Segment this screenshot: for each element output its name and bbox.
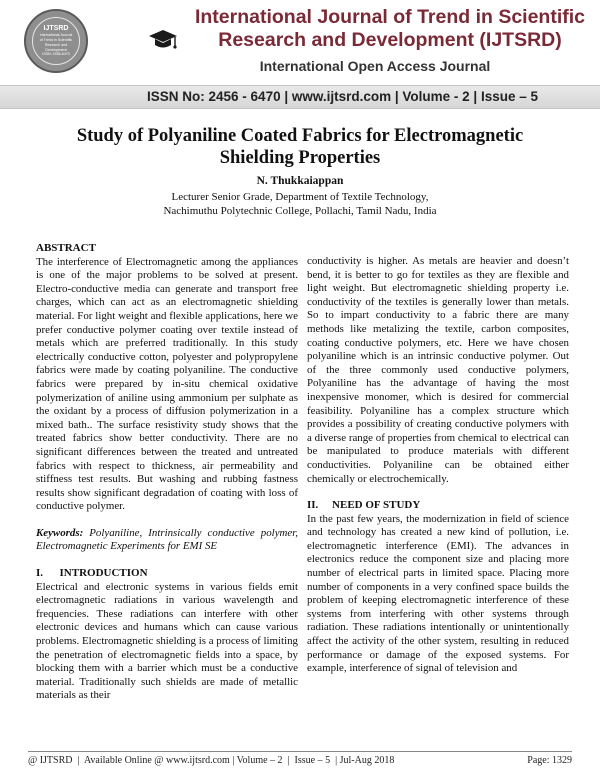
paper-title-line-2: Shielding Properties bbox=[219, 148, 381, 168]
introduction-text-continued: conductivity is higher. As metals are heavier and doesn’t bend, it is better to go for textiles as they are flexible and light weight. But electromagnetic shielding property i.e. conductivity of the textiles is generally lower than metals. So to impart conductivity to a fabric there are many methods like metalizing the textile, carbon composites, coating conductive polymers, etc. Here we have chosen polyaniline which is an intrinsic conductive polymer. Out of the three commonly used conductive polymers, Polyaniline has the advantage of having the most inexpensive monomer, which is desired for commercial feasibility. Polyaniline has a complex structure which provides a possibility of creating conductive polymers with a diverse range of properties from chemical to electrical can be manipulated to produce materials with different conductivities. Polyaniline can be obtained either chemically or electrochemically. bbox=[307, 255, 569, 485]
right-column bbox=[307, 255, 569, 676]
journal-title bbox=[120, 6, 600, 52]
logo-seal bbox=[32, 17, 80, 65]
logo-line-3: Research and bbox=[44, 43, 68, 48]
need-of-study-heading: II. NEED OF STUDY bbox=[307, 499, 421, 512]
journal-subtitle: International Open Access Journal bbox=[259, 58, 491, 74]
keywords-text: Polyaniline, Intrinsically conductive polymer, Electromagnetic Experiments for EMI SE bbox=[36, 526, 298, 553]
introduction-text: Electrical and electronic systems in various fields emit electromagnetic radiations in various wavelength and frequencies. These radiations can interfere with other electronic devices and humans which can cause various problems. Electromagnetic shielding is a process of limiting the penetration of electromagnetic fields into a space, by blocking them with a barrier which must be a conductive material. Traditionally such shields are made of metallic materials as their bbox=[36, 580, 298, 702]
issn-bar: ISSN No: 2456 - 6470 | www.ijtsrd.com | Volume - 2 | Issue – 5 bbox=[0, 85, 600, 109]
logo-issn: ISSN: 2456-6470 bbox=[42, 52, 70, 57]
footer-divider bbox=[28, 751, 572, 752]
logo-line-4: Development bbox=[45, 48, 67, 53]
affiliation-line-2: Nachimuthu Polytechnic College, Pollachi, Tamil Nadu, India bbox=[163, 205, 437, 217]
logo-line-1: International Journal bbox=[39, 32, 73, 37]
abstract-heading: ABSTRACT bbox=[36, 242, 96, 254]
journal-header bbox=[0, 0, 600, 112]
keywords bbox=[36, 527, 298, 554]
page-number: Page: 1329 bbox=[527, 755, 572, 766]
need-of-study-text: In the past few years, the modernization in field of science and technology has created a new kind of pollution, i.e. electromagnetic interference (EMI). The advances in electronics reduce the component size and placing more number of electrical parts in limited space. Placing more number of components in a very confined space builds the problem of keeping electromagnetic interference of these systems from interfering with other systems through radiation. These radiations intentionally or unintentionally affect the activity of the other system, resulting in reduced performance or damage of the exposed systems. For example, interference of signal of television and bbox=[307, 512, 569, 675]
left-column bbox=[36, 242, 298, 703]
journal-logo bbox=[24, 9, 88, 73]
affiliation-line-1: Lecturer Senior Grade, Department of Textile Technology, bbox=[171, 191, 429, 203]
page-footer bbox=[28, 755, 572, 766]
footer-citation: @ IJTSRD | Available Online @ www.ijtsrd.com | Volume – 2 | Issue – 5 | Jul-Aug 2018 bbox=[28, 755, 395, 766]
paper-title-line-1: Study of Polyaniline Coated Fabrics for Electromagnetic bbox=[76, 126, 524, 146]
abstract-text: The interference of Electromagnetic among the appliances is one of the major problems to be solved at present. Electro-conductive media can generate and transport free charges, which can act as an electromagnetic shielding material. For light weight and flexible applications, here we prefer conductive polymer coating over textile instead of metals which are preferred traditionally. In this study electrically conductive cotton, polyester and polypropylene fabrics were made by coating polyaniline. The conductive fabrics were prepared by in-situ chemical oxidative polymerization of aniline using ammonium per sulphate as the oxidant by a process of diffusion polymerization in a mixed bath.. The surface resistivity study shows that the treated fabrics show better conductivity. There are no significant differences between the treated and untreated fabrics with respect to thickness, air permeability and stiffness test results. But washing and rubbing fastness results show significant degradation of coating with loss of conductive polymer. bbox=[36, 255, 298, 513]
author-name: N. Thukkaiappan bbox=[256, 175, 344, 187]
logo-line-2: of Trend in Scientific bbox=[39, 38, 73, 43]
logo-title: IJTSRD bbox=[43, 24, 69, 32]
keywords-label: Keywords: bbox=[36, 526, 84, 539]
journal-title-line-2: Research and Development (IJTSRD) bbox=[218, 29, 562, 51]
journal-title-line-1: International Journal of Trend in Scientific bbox=[194, 6, 586, 28]
paper-title bbox=[40, 125, 560, 169]
introduction-heading: I. INTRODUCTION bbox=[36, 567, 148, 580]
